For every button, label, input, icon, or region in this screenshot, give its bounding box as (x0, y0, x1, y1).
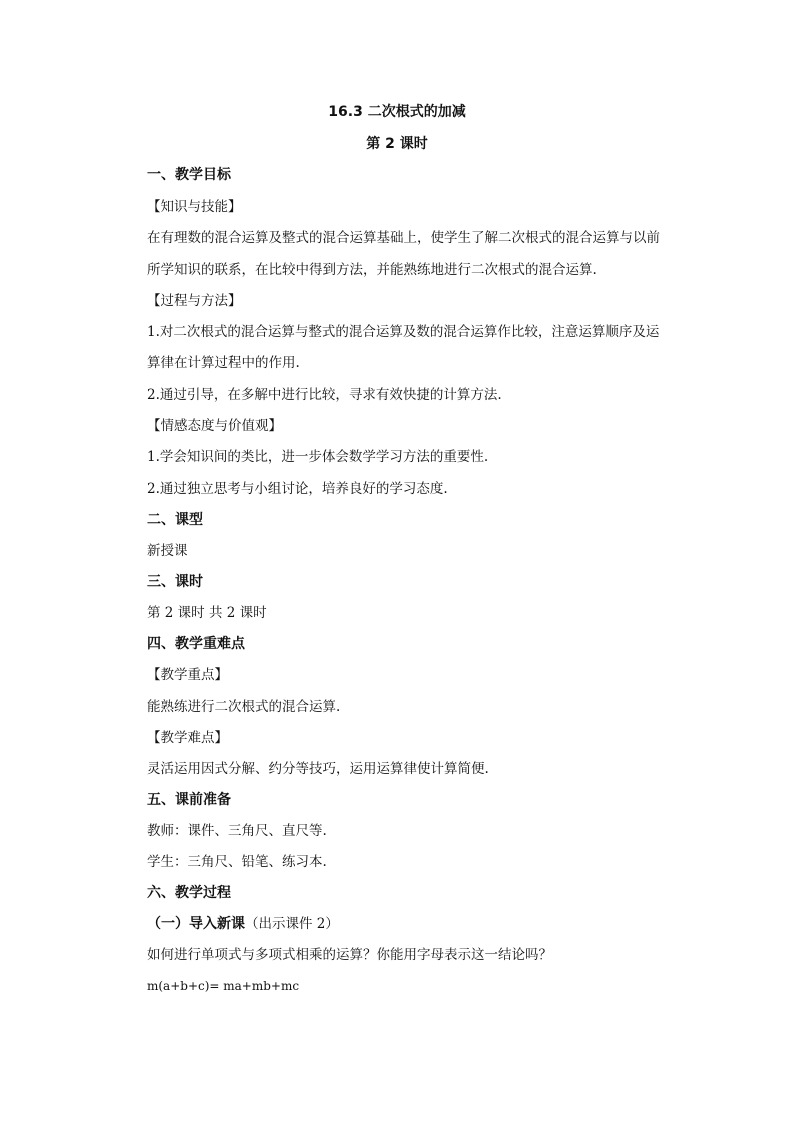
label-process-methods: 【过程与方法】 (147, 293, 242, 309)
process-item-1-line2: 算律在计算过程中的作用. (147, 355, 300, 371)
teaching-focus-body: 能熟练进行二次根式的混合运算. (147, 699, 341, 715)
intro-line (147, 915, 339, 933)
section-heading-preparation: 五、课前准备 (147, 792, 231, 808)
knowledge-paragraph-line1: 在有理数的混合运算及整式的混合运算基础上，使学生了解二次根式的混合运算与以前 (147, 230, 660, 246)
document-title: 16.3 二次根式的加减 (328, 104, 466, 120)
label-knowledge-skills: 【知识与技能】 (147, 199, 242, 215)
section-heading-key-points: 四、教学重难点 (147, 636, 245, 652)
section-heading-process: 六、教学过程 (147, 885, 231, 901)
periods-body: 第 2 课时 共 2 课时 (147, 605, 267, 621)
teaching-difficulty-body: 灵活运用因式分解、约分等技巧，运用运算律使计算简便. (147, 761, 489, 777)
intro-question: 如何进行单项式与多项式相乘的运算？你能用字母表示这一结论吗？ (147, 947, 552, 963)
emotion-item-1: 1.学会知识间的类比，进一步体会数学学习方法的重要性. (147, 449, 489, 465)
process-item-1-line1: 1.对二次根式的混合运算与整式的混合运算及数的混合运算作比较，注意运算顺序及运 (147, 324, 660, 340)
label-teaching-difficulty: 【教学难点】 (147, 730, 228, 746)
emotion-item-2: 2.通过独立思考与小组讨论，培养良好的学习态度. (147, 481, 448, 497)
section-heading-lesson-type: 二、课型 (147, 512, 203, 528)
knowledge-paragraph-line2: 所学知识的联系，在比较中得到方法，并能熟练地进行二次根式的混合运算. (147, 262, 597, 278)
preparation-teacher: 教师：课件、三角尺、直尺等. (147, 823, 327, 839)
document-subtitle: 第 2 课时 (366, 136, 428, 152)
section-heading-objectives: 一、教学目标 (147, 167, 231, 183)
label-emotion-values: 【情感态度与价值观】 (147, 418, 282, 434)
section-heading-periods: 三、课时 (147, 574, 203, 590)
intro-formula: m(a+b+c)= ma+mb+mc (147, 979, 300, 993)
preparation-student: 学生：三角尺、铅笔、练习本. (147, 854, 327, 870)
label-teaching-focus: 【教学重点】 (147, 667, 228, 683)
intro-note: （出示课件 2） (245, 916, 339, 932)
lesson-type-body: 新授课 (147, 543, 188, 559)
process-item-2: 2.通过引导，在多解中进行比较，寻求有效快捷的计算方法. (147, 387, 502, 403)
intro-label: （一）导入新课 (147, 916, 245, 932)
